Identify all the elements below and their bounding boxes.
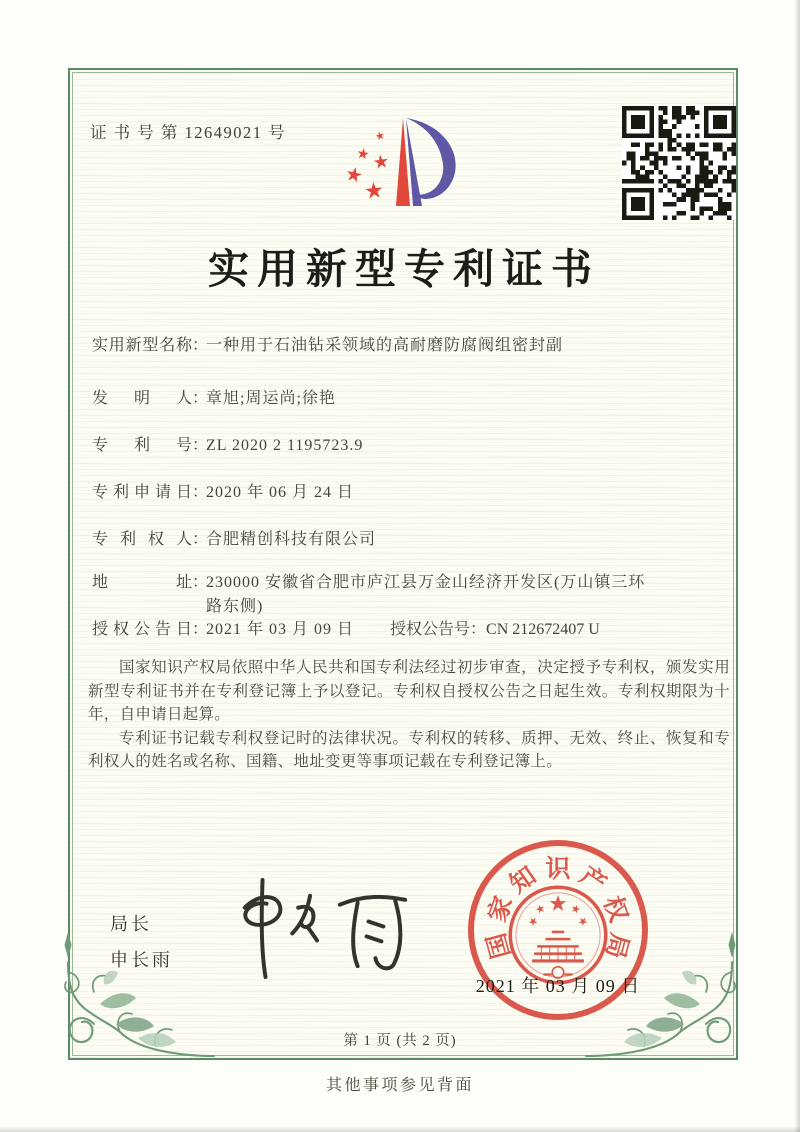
field-label: 实用新型名称	[92, 337, 192, 354]
legal-text	[88, 656, 730, 774]
qr-code	[622, 106, 736, 220]
field-value: 章旭;周运尚;徐艳	[206, 390, 336, 407]
legal-paragraph-2: 专利证书记载专利权登记时的法律状况。专利权的转移、质押、无效、终止、恢复和专利权人的姓名或名称、国籍、地址变更等事项记载在专利登记簿上。	[88, 729, 730, 771]
field-row-patentee: 专利权人：合肥精创科技有限公司	[92, 528, 732, 552]
field-label: 专利号	[92, 437, 192, 454]
field-label: 发明人	[92, 390, 192, 407]
seal-date: 2021 年 03 月 09 日	[475, 976, 641, 996]
seal-ring-char: 识	[545, 856, 571, 883]
officer-role: 局长	[110, 914, 152, 934]
seal-ring-char: 家	[484, 892, 519, 926]
certificate-title: 实用新型专利证书	[208, 246, 600, 292]
seal-ring-char: 国	[483, 930, 516, 962]
field-value: ZL 2020 2 1195723.9	[206, 437, 364, 454]
field-row-grant-date: 授权公告日：2021 年 03 月 09 日 授权公告号：CN 212672407 U	[92, 618, 732, 642]
field-label: 专利申请日	[92, 484, 192, 501]
field-value: 2020 年 06 月 24 日	[206, 484, 355, 501]
field-value: 合肥精创科技有限公司	[206, 531, 377, 548]
field-label: 授权公告日	[92, 621, 192, 638]
legal-paragraph-1: 国家知识产权局依照中华人民共和国专利法经过初步审查，决定授予专利权，颁发实用新型专利证书并在专利登记簿上予以登记。专利权自授权公告之日起生效。专利权期限为十年，自申请日起算。	[88, 659, 730, 724]
seal-ring-char: 权	[597, 892, 632, 926]
field-value: 230000 安徽省合肥市庐江县万金山经济开发区(万山镇三环路东侧)	[206, 574, 646, 615]
back-note: 其他事项参见背面	[325, 1077, 474, 1094]
page-number: 第 1 页 (共 2 页)	[343, 1033, 457, 1049]
corner-flourish-left-icon	[60, 928, 215, 1062]
cnipa-logo-icon	[346, 112, 468, 218]
field-row-inventors: 发明人：章旭;周运尚;徐艳	[92, 387, 732, 411]
scan-edge-right	[794, 0, 800, 1132]
seal-ring-char: 产	[574, 862, 611, 899]
field-row-address: 地址：230000 安徽省合肥市庐江县万金山经济开发区(万山镇三环路东侧)	[92, 571, 732, 619]
certificate-number: 证 书 号 第 12649021 号	[90, 123, 287, 142]
field-label: 专利权人	[92, 531, 192, 548]
field-row-filing-date: 专利申请日：2020 年 06 月 24 日	[92, 481, 732, 505]
seal-ring-char: 局	[600, 930, 633, 962]
signature-handwriting	[215, 870, 423, 984]
field-value: 2021 年 03 月 09 日	[206, 621, 355, 638]
seal-ring-char: 知	[505, 862, 542, 899]
field-row-patent-no: 专利号：ZL 2020 2 1195723.9	[92, 434, 732, 458]
scan-edge-bottom	[0, 1126, 800, 1132]
officer-name: 申长雨	[110, 950, 173, 970]
grant-number: 授权公告号：CN 212672407 U	[390, 621, 600, 638]
field-value: 一种用于石油钻采领域的高耐磨防腐阀组密封副	[206, 337, 564, 354]
field-row-name: 实用新型名称：一种用于石油钻采领域的高耐磨防腐阀组密封副	[92, 334, 732, 358]
field-label: 地址	[92, 574, 192, 591]
